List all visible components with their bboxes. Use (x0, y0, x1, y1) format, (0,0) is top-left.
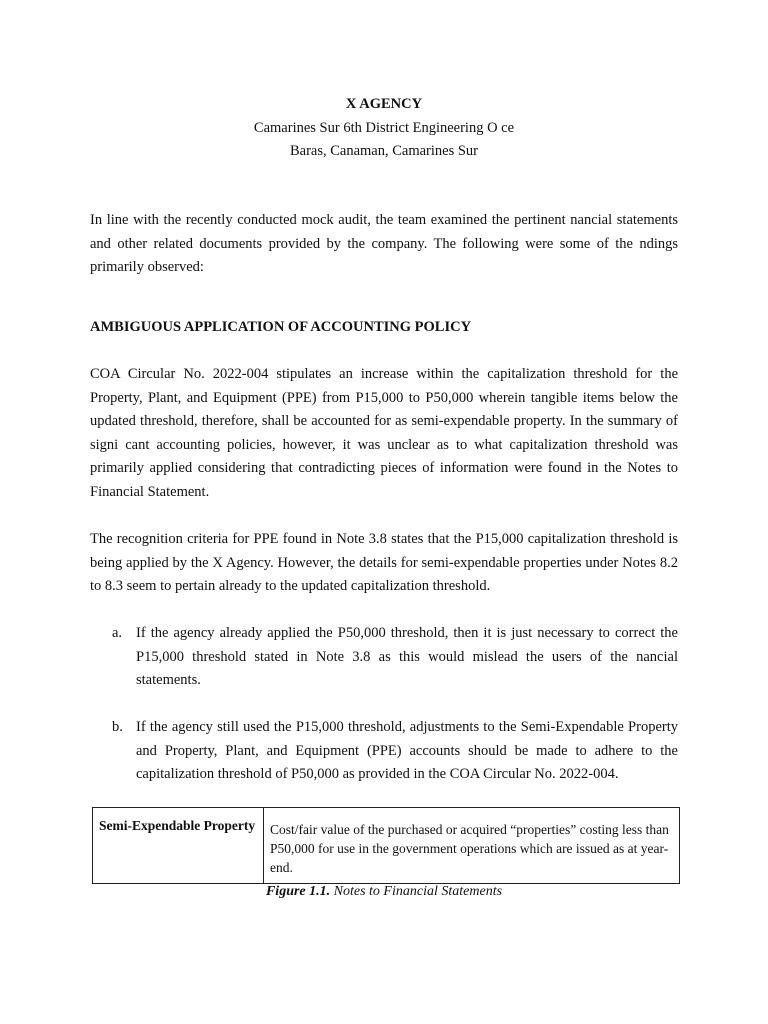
table-row (93, 808, 680, 884)
office-name: Camarines Sur 6th District Engineering O ce (253, 119, 515, 136)
finding-paragraph-2: The recognition criteria for PPE found in Note 3.8 states that the P15,000 capitalization threshold is being applied by the X Agency. However, the details for semi-expendable properties under Notes 8.2 to 8.3 seem to pertain already to the updated capitalization threshold. (90, 531, 678, 594)
list-item-text: If the agency still used the P15,000 threshold, adjustments to the Semi-Expendable Property and Property, Plant, and Equipment (PPE) accounts should be made to adhere to the capitalization threshold of P50,000 as provided in the COA Circular No. 2022-004. (136, 719, 678, 782)
intro-paragraph: In line with the recently conducted mock audit, the team examined the pertinent nancial statements and other related documents provided by the company. The following were some of the ndings primarily observed: (90, 212, 678, 275)
list-marker: b. (112, 719, 123, 735)
list-item (112, 716, 678, 787)
agency-title: X AGENCY (345, 96, 423, 112)
figure-caption (90, 882, 678, 902)
table-definition-cell: Cost/fair value of the purchased or acquired “properties” costing less than P50,000 for use in the government operations which are issued as at year-end. (264, 808, 680, 884)
office-address: Baras, Canaman, Camarines Sur (289, 143, 479, 159)
list-item-text: If the agency already applied the P50,000 threshold, then it is just necessary to correct the P15,000 threshold stated in Note 3.8 as this would mislead the users of the nancial statements. (136, 625, 678, 688)
finding-heading: AMBIGUOUS APPLICATION OF ACCOUNTING POLICY (90, 319, 472, 335)
document-header (90, 93, 678, 164)
list-marker: a. (112, 625, 123, 641)
list-item (112, 622, 678, 693)
figure-number: Figure 1.1. (265, 884, 331, 899)
finding-paragraph-1: COA Circular No. 2022-004 stipulates an increase within the capitalization threshold for the Property, Plant, and Equipment (PPE) from P15,000 to P50,000 wherein tangible items below the updated threshold, therefore, shall be accounted for as semi-expendable property. In the summary of signi cant accounting policies, however, it was unclear as to what capitalization threshold was primarily applied considering that contradicting pieces of information were found in the Notes to Financial Statement. (90, 366, 678, 500)
figure-caption-text: Notes to Financial Statements (330, 884, 503, 899)
table-term-cell: Semi-Expendable Property (93, 808, 264, 884)
notes-table (92, 807, 680, 884)
